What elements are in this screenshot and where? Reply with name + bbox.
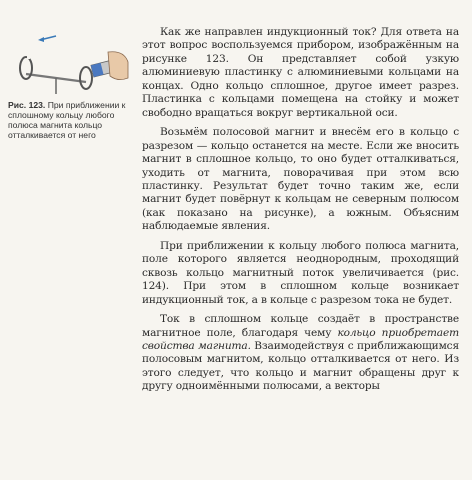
paragraph-4 [142, 313, 459, 394]
solid-ring [80, 67, 92, 89]
paragraph-4-italic: кольцо приобретает свойства магнита. [142, 326, 459, 352]
figure-123-illustration [12, 22, 130, 98]
hand [108, 52, 128, 80]
paragraph-4-start: Ток в сплошном кольце создаёт в пространстве магнитное поле, благодаря чему [142, 313, 459, 339]
paragraph-1: Как же направлен индукционный ток? Для ответа на этот вопрос воспользуемся прибором, изображённым на рисунке 123. Он представляет собой узкую алюминиевую пластинку с алюминиевыми кольцами на концах. Одно кольцо сплошное, другое имеет разрез. Пластинка с кольцами помещена на стойку и может свободно вращаться вокруг вертикальной оси. [142, 26, 459, 119]
paragraph-2: Возьмём полосовой магнит и внесём его в кольцо с разрезом — кольцо останется на месте. Если же вносить магнит в сплошное кольцо, то оно будет отталкиваться, уходить от магнита, поворачивая при этом всю пластинку. Результат будет точно таким же, если магнит будет повёрнут к кольцам не северным полюсом (как показано на рисунке), а южным. Объясним наблюдаемые явления. [142, 126, 459, 233]
paragraph-3: При приближении к кольцу любого полюса магнита, поле которого является неоднородным, проходящий сквозь кольцо магнитный поток увеличивается (рис. 124). При этом в сплошном кольце возникает индукционный ток, а в кольце с разрезом тока не будет. [142, 239, 459, 306]
main-text-column [142, 26, 459, 394]
ring-cut-gap [27, 55, 30, 59]
ring-with-cut [20, 57, 32, 79]
caption-text: При приближении к сплошному кольцу любого полюса магнита кольцо отталкивается от него [8, 100, 126, 140]
figure-caption [8, 100, 128, 140]
caption-label: Рис. 123. [8, 100, 46, 110]
paragraph-4-end: Взаимодействуя с приближающимся полосовым магнитом, кольцо отталкивается от него. Из этого следует, что кольцо и магнит обращены друг к другу одноимёнными полюсами, а векторы [142, 339, 459, 393]
arrow-head-top [38, 37, 44, 42]
